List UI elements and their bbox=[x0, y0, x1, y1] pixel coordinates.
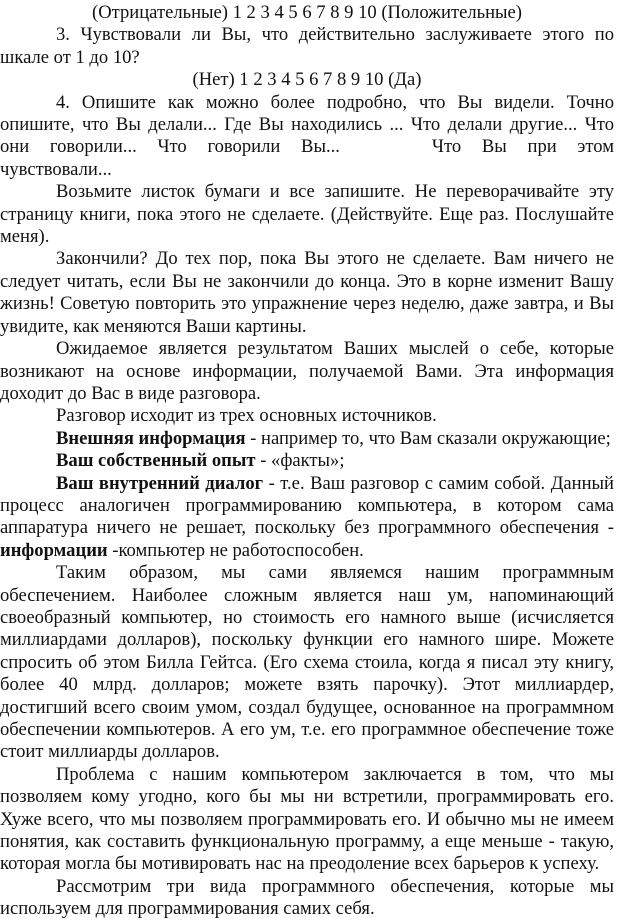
paragraph-sources: Разговор исходит из трех основных источников. bbox=[56, 405, 437, 427]
paragraph-finished: Закончили? До тех пор, пока Вы этого не сделаете. Вам ничего не следует читать, если Вы не закончили до конца. Это в корне изменит Вашу жизнь! Советую повторить это упражнение через неделю, даже завтра, и Вы увидите, как меняются Ваши картины. bbox=[0, 248, 614, 337]
information-term: информации bbox=[0, 539, 108, 561]
paragraph-problem: Проблема с нашим компьютером заключается в том, что мы позволяем кому угодно, кого бы мы ни встретили, программировать его. Хуже всего, что мы позволяем программировать его. И обычно мы не имеем понятия, как составить функциональную программу, а еще меньше - такую, которая могла бы мотивировать нас на преодоление всех барьеров к успеху. bbox=[0, 763, 614, 875]
own-experience-term: Ваш собственный опыт bbox=[56, 450, 256, 472]
question-4-part-b: Что Вы при этом чувствовали... bbox=[0, 136, 614, 180]
scale-negative-positive: (Отрицательные) 1 2 3 4 5 6 7 8 9 10 (Положительные) bbox=[92, 2, 522, 23]
inner-dialog-term: Ваш внутренний диалог bbox=[56, 472, 264, 494]
question-4-part-a: 4. Опишите как можно более подробно, что Вы видели. Точно опишите, что Вы делали... Где Вы находились ... Что делали другие... Что они говорили... Что говорили Вы... bbox=[0, 91, 614, 158]
inner-dialog-text: - т.е. Ваш разговор с самим собой. Данный процесс аналогичен программированию компьютера, в котором сама аппаратура ничего не решает, поскольку без программного обеспечения - bbox=[0, 472, 614, 539]
question-3: 3. Чувствовали ли Вы, что действительно заслуживаете этого по шкале от 1 до 10? bbox=[0, 24, 614, 68]
question-4 bbox=[0, 92, 614, 182]
external-info-text: - например то, что Вам сказали окружающие; bbox=[245, 427, 611, 449]
paragraph-thus: Таким образом, мы сами являемся нашим программным обеспечением. Наиболее сложным является наш ум, напоминающий своеобразный компьютер, но стоимость его намного выше (исчисляется миллиардами долларов), поскольку функции его намного шире. Можете спросить об этом Билла Гейтса. (Его схема стоила, когда я писал эту книгу, более 40 млрд. долларов; можете взять парочку). Этот миллиардер, достигший всего своим умом, создал будущее, основанное на программном обеспечении компьютеров. А его ум, т.е. его программное обеспечение тоже стоит миллиарды долларов. bbox=[0, 562, 614, 763]
paragraph-write-down: Возьмите листок бумаги и все запишите. Не переворачивайте эту страницу книги, пока этого не сделаете. (Действуйте. Еще раз. Послушайте меня). bbox=[0, 181, 614, 248]
paragraph-expected: Ожидаемое является результатом Ваших мыслей о себе, которые возникают на основе информации, получаемой Вами. Эта информация доходит до Вас в виде разговора. bbox=[0, 338, 614, 404]
paragraph-consider: Рассмотрим три вида программного обеспечения, которые мы используем для программирования самих себя. bbox=[0, 875, 614, 920]
source-experience bbox=[0, 450, 614, 472]
source-external bbox=[0, 428, 614, 450]
own-experience-text: - «факты»; bbox=[255, 450, 345, 472]
scale-yes-no: (Нет) 1 2 3 4 5 6 7 8 9 10 (Да) bbox=[192, 69, 422, 91]
source-inner-dialog bbox=[0, 473, 614, 563]
inner-dialog-tail: -компьютер не работоспособен. bbox=[107, 539, 364, 561]
external-info-term: Внешняя информация bbox=[56, 427, 246, 449]
